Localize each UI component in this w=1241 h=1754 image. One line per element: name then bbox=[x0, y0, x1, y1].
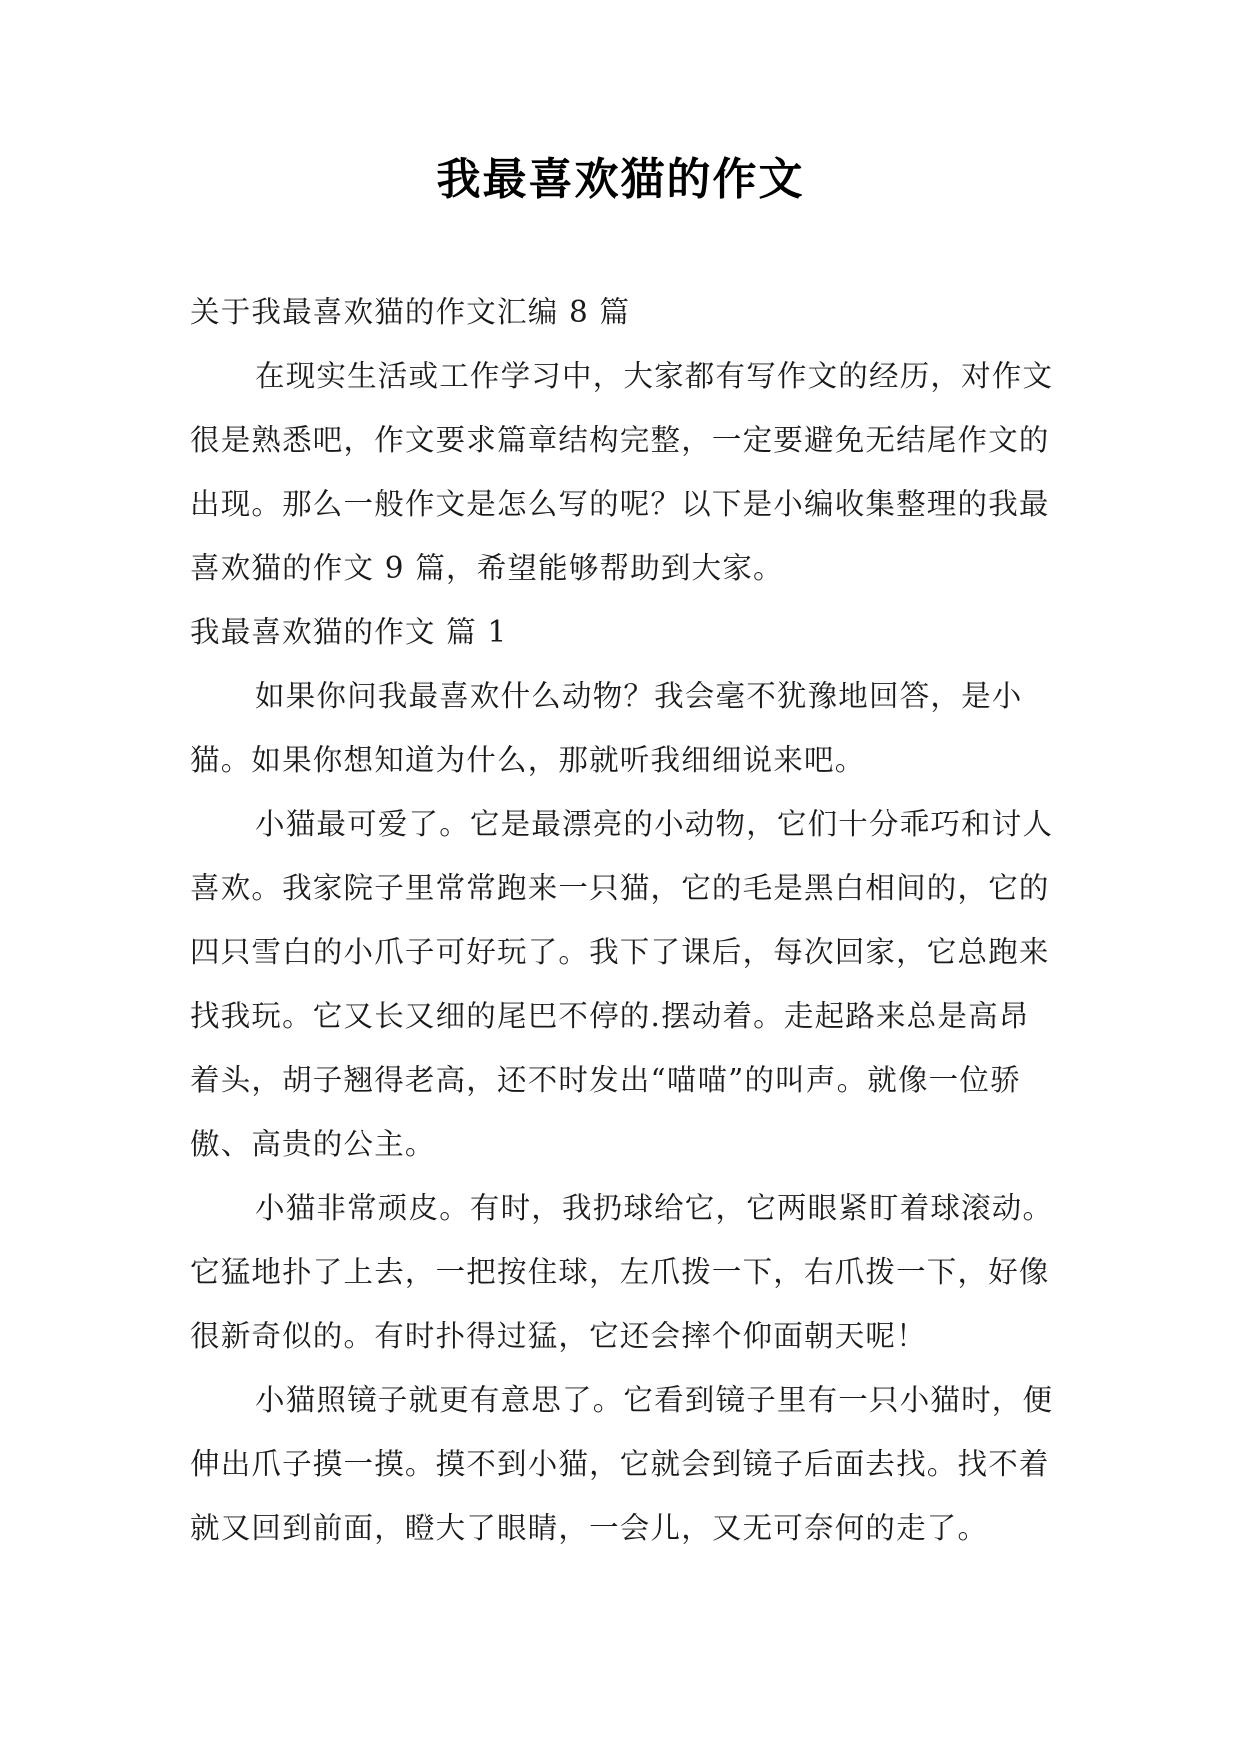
body-paragraph: 如果你问我最喜欢什么动物？我会毫不犹豫地回答，是小猫。如果你想知道为什么，那就听我细细说来吧。 bbox=[190, 679, 1023, 777]
body-paragraph: 小猫非常顽皮。有时，我扔球给它，它两眼紧盯着球滚动。它猛地扑了上去，一把按住球，左爪拨一下，右爪拨一下，好像很新奇似的。有时扑得过猛，它还会摔个仰面朝天呢！ bbox=[190, 1191, 1054, 1353]
document-title: 我最喜欢猫的作文 bbox=[436, 154, 805, 205]
body-paragraph: 小猫照镜子就更有意思了。它看到镜子里有一只小猫时，便伸出爪子摸一摸。摸不到小猫，它就会到镜子后面去找。找不着就又回到前面，瞪大了眼睛，一会儿，又无可奈何的走了。 bbox=[190, 1383, 1054, 1545]
document-body bbox=[190, 280, 1060, 1560]
essay-heading: 我最喜欢猫的作文 篇 1 bbox=[190, 615, 508, 649]
body-paragraph: 小猫最可爱了。它是最漂亮的小动物，它们十分乖巧和讨人喜欢。我家院子里常常跑来一只猫，它的毛是黑白相间的，它的四只雪白的小爪子可好玩了。我下了课后，每次回家，它总跑来找我玩。它又长又细的尾巴不停的.摆动着。走起路来总是高昂着头，胡子翘得老高，还不时发出“喵喵”的叫声。就像一位骄傲、高贵的公主。 bbox=[190, 807, 1054, 1161]
intro-paragraph: 在现实生活或工作学习中，大家都有写作文的经历，对作文很是熟悉吧，作文要求篇章结构完整，一定要避免无结尾作文的出现。那么一般作文是怎么写的呢？以下是小编收集整理的我最喜欢猫的作文 9 篇，希望能够帮助到大家。 bbox=[190, 359, 1054, 585]
collection-heading: 关于我最喜欢猫的作文汇编 8 篇 bbox=[190, 295, 631, 329]
